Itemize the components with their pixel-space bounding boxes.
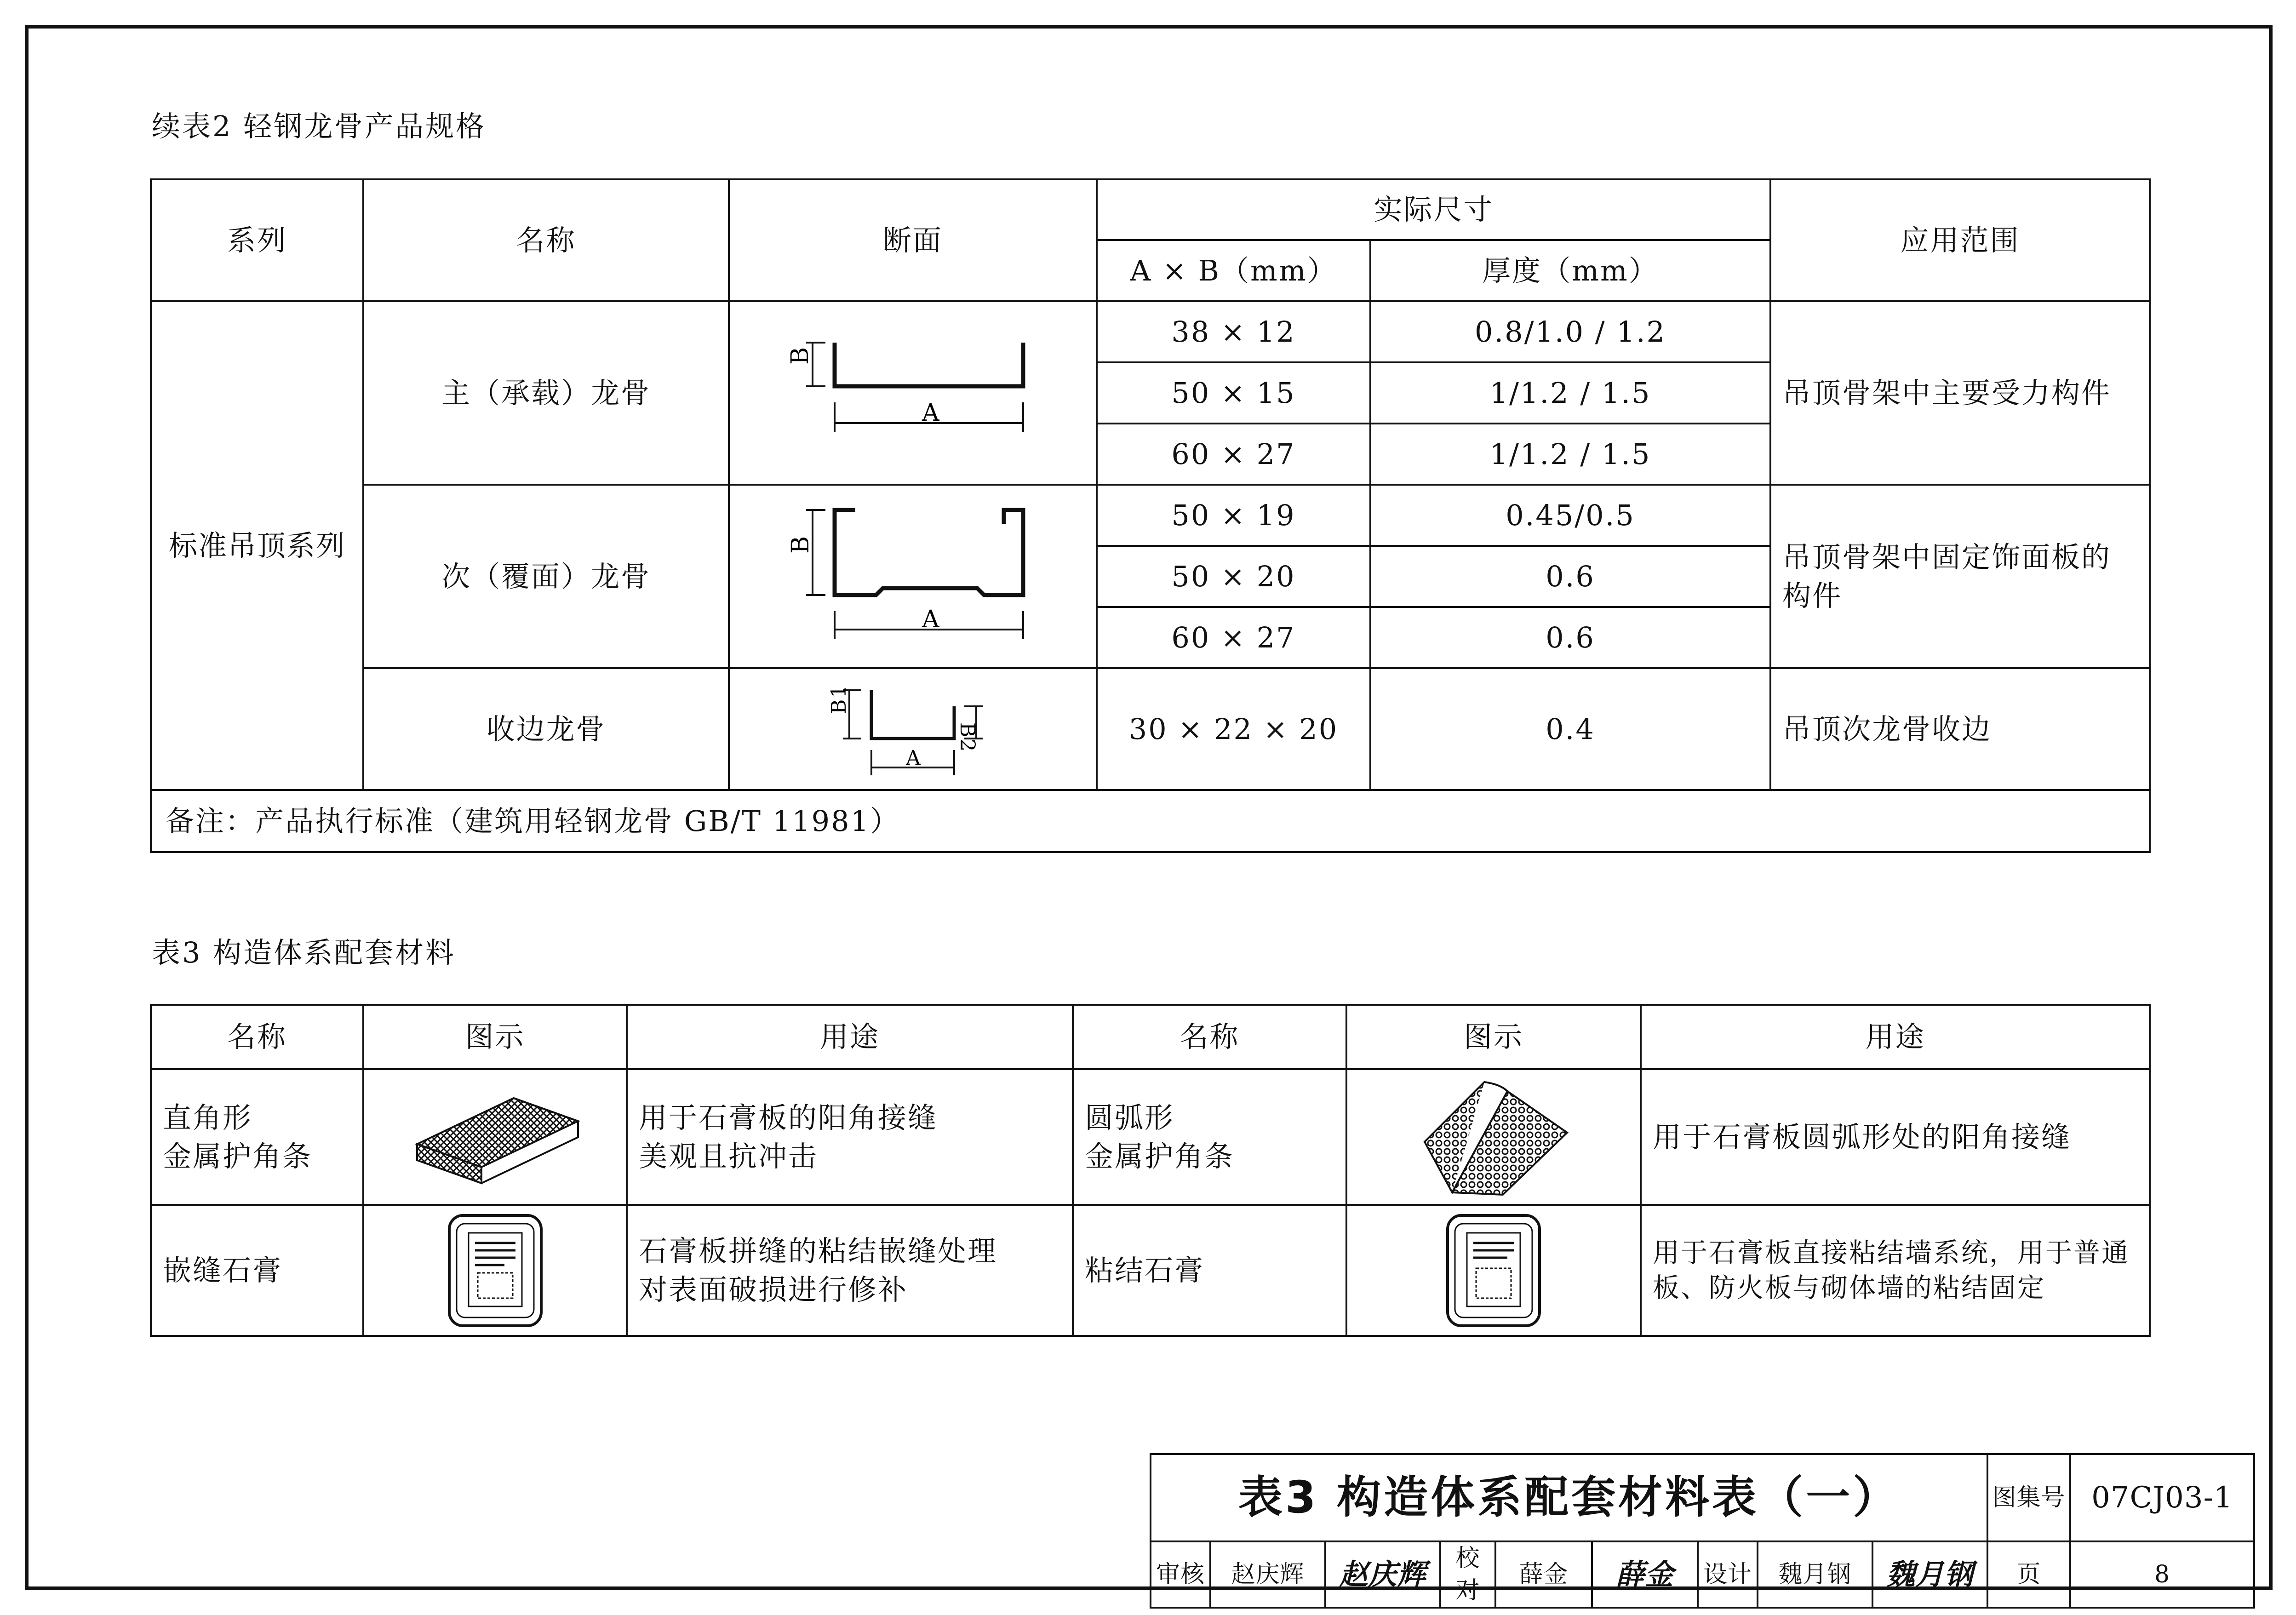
size-cell: 38 × 12	[1097, 301, 1370, 362]
header-name: 名称	[363, 179, 729, 301]
size-cell: 60 × 27	[1097, 607, 1370, 668]
size-cell: 60 × 27	[1097, 424, 1370, 485]
keel-name: 主（承载）龙骨	[363, 301, 729, 485]
thickness-cell: 0.6	[1370, 546, 1770, 607]
title-block-title: 表3 构造体系配套材料表（一）	[1151, 1454, 1987, 1541]
page-label: 页	[1987, 1541, 2070, 1608]
material-name	[151, 1069, 363, 1205]
right-angle-corner-bead-icon	[399, 1084, 592, 1190]
dim-a: A	[922, 399, 941, 427]
material-name	[151, 1205, 363, 1336]
material-use-line: 石膏板拼缝的粘结嵌缝处理	[639, 1234, 998, 1268]
material-use	[627, 1069, 1073, 1205]
thickness-cell: 0.6	[1370, 607, 1770, 668]
header-scope: 应用范围	[1770, 179, 2150, 301]
keel-name: 收边龙骨	[363, 668, 729, 790]
material-name	[1073, 1205, 1346, 1336]
header-figure: 图示	[1346, 1005, 1641, 1069]
plaster-bag-icon	[1438, 1211, 1549, 1330]
header-figure: 图示	[363, 1005, 627, 1069]
dim-a: A	[922, 605, 941, 633]
material-use-line: 美观且抗冲击	[639, 1139, 819, 1173]
thickness-cell: 0.45/0.5	[1370, 485, 1770, 546]
cover-keel-section-icon	[784, 498, 1042, 655]
material-use	[1641, 1069, 2150, 1205]
atlas-label: 图集号	[1987, 1454, 2070, 1541]
arc-corner-bead-icon	[1402, 1073, 1586, 1202]
header-use: 用途	[1641, 1005, 2150, 1069]
header-thickness: 厚度（mm）	[1370, 240, 1770, 301]
material-name-line: 粘结石膏	[1085, 1253, 1205, 1287]
thickness-cell: 1/1.2 / 1.5	[1370, 362, 1770, 424]
material-use-line: 用于石膏板的阳角接缝	[639, 1100, 938, 1134]
scope-cell: 吊顶次龙骨收边	[1770, 668, 2150, 790]
material-name	[1073, 1069, 1346, 1205]
thickness-cell: 0.8/1.0 / 1.2	[1370, 301, 1770, 362]
review-label: 审核	[1151, 1541, 1210, 1608]
page-number: 8	[2070, 1541, 2254, 1608]
material-use	[1641, 1205, 2150, 1336]
material-name-line: 金属护角条	[163, 1139, 313, 1173]
series-name: 标准吊顶系列	[151, 301, 363, 790]
dim-b: B	[786, 345, 814, 365]
designer-name: 魏月钢	[1758, 1541, 1872, 1608]
joint-plaster-bag-figure	[363, 1205, 627, 1336]
material-name-line: 嵌缝石膏	[163, 1253, 283, 1287]
checker-signature: 薛金	[1592, 1541, 1698, 1608]
dim-b: B	[787, 534, 814, 554]
size-cell: 50 × 20	[1097, 546, 1370, 607]
material-name-line: 直角形	[163, 1100, 253, 1134]
thickness-cell: 1/1.2 / 1.5	[1370, 424, 1770, 485]
reviewer-name: 赵庆辉	[1210, 1541, 1325, 1608]
bonding-plaster-bag-figure	[1346, 1205, 1641, 1336]
plaster-bag-icon	[440, 1211, 550, 1330]
table2-note: 备注：产品执行标准（建筑用轻钢龙骨 GB/T 11981）	[151, 790, 2150, 852]
header-section: 断面	[729, 179, 1097, 301]
size-cell: 50 × 19	[1097, 485, 1370, 546]
dim-b1: B1	[827, 683, 851, 714]
table3-supporting-materials	[150, 1004, 2151, 1337]
checker-name: 薛金	[1495, 1541, 1592, 1608]
designer-signature: 魏月钢	[1872, 1541, 1987, 1608]
reviewer-signature: 赵庆辉	[1325, 1541, 1440, 1608]
thickness-cell: 0.4	[1370, 668, 1770, 790]
header-axb: A × B（mm）	[1097, 240, 1370, 301]
dim-a: A	[906, 746, 922, 770]
arc-corner-bead-figure	[1346, 1069, 1641, 1205]
table3-caption: 表3 构造体系配套材料	[152, 936, 456, 969]
material-use-line: 对表面破损进行修补	[639, 1272, 908, 1306]
material-use	[627, 1205, 1073, 1336]
header-series: 系列	[151, 179, 363, 301]
edge-keel-section-icon	[821, 676, 1005, 782]
table2-light-steel-keel-specs	[150, 178, 2151, 853]
scope-cell: 吊顶骨架中固定饰面板的构件	[1770, 485, 2150, 668]
dim-b2: B2	[956, 722, 979, 753]
scope-cell: 吊顶骨架中主要受力构件	[1770, 301, 2150, 485]
cover-keel-section-drawing	[729, 485, 1097, 668]
header-name: 名称	[1073, 1005, 1346, 1069]
main-keel-section-drawing	[729, 301, 1097, 485]
material-use-line: 用于石膏板圆弧形处的阳角接缝	[1653, 1120, 2072, 1154]
main-keel-section-icon	[784, 333, 1042, 453]
header-name: 名称	[151, 1005, 363, 1069]
header-use: 用途	[627, 1005, 1073, 1069]
design-label: 设计	[1698, 1541, 1758, 1608]
material-name-line: 圆弧形	[1085, 1100, 1175, 1134]
material-name-line: 金属护角条	[1085, 1139, 1235, 1173]
header-actual-size: 实际尺寸	[1097, 179, 1770, 240]
atlas-number: 07CJ03-1	[2070, 1454, 2254, 1541]
size-cell: 50 × 15	[1097, 362, 1370, 424]
material-use-line: 用于石膏板直接粘结墙系统，用于普通板、防火板与砌体墙的粘结固定	[1653, 1237, 2130, 1303]
keel-name: 次（覆面）龙骨	[363, 485, 729, 668]
edge-keel-section-drawing	[729, 668, 1097, 790]
title-block	[1150, 1453, 2253, 1605]
table2-caption: 续表2 轻钢龙骨产品规格	[152, 109, 487, 143]
right-angle-corner-bead-figure	[363, 1069, 627, 1205]
size-cell: 30 × 22 × 20	[1097, 668, 1370, 790]
check-label: 校对	[1440, 1541, 1495, 1608]
